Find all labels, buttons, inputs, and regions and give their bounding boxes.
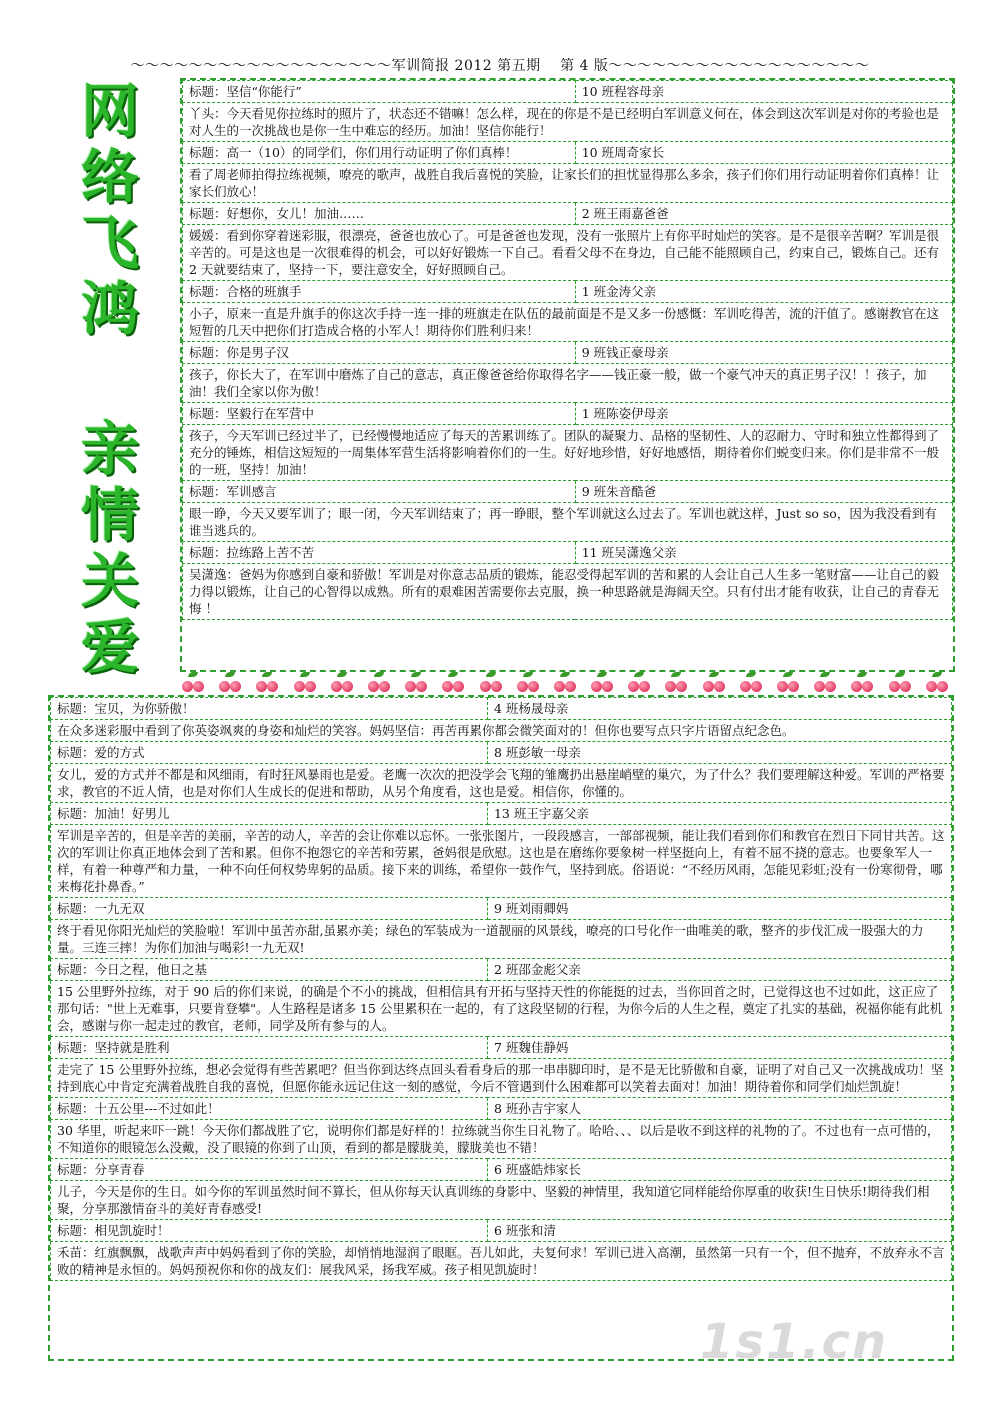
message-title: 标题：一九无双	[51, 898, 488, 920]
cherry-divider	[180, 672, 950, 694]
message-author: 7 班魏佳静妈	[487, 1037, 951, 1059]
cherry-icon	[254, 672, 280, 692]
message-body: 30 华里，听起来吓一跳！今天你们都战胜了它，说明你们都是好样的！拉练就当你生日礼物了。哈哈、、、以后是收不到这样的礼物的了。不过也有一点可惜的，不知道你的眼镜怎么没戴，没了眼镜的你到了山顶，看到的都是朦胧美，朦胧美也不错！	[51, 1120, 952, 1159]
message-body-row	[51, 764, 952, 803]
message-body-row	[183, 303, 953, 342]
message-title: 标题：爱的方式	[51, 742, 488, 764]
message-body: 在众多迷彩服中看到了你英姿飒爽的身姿和灿烂的笑容。妈妈坚信：再苦再累你都会微笑面对的！但你也要写点只字片语留点纪念色。	[51, 720, 952, 742]
vertical-title-network	[60, 78, 160, 342]
page-header: ～～～～～～～～～～～～～～～～～～军训简报 2012 第五期 第 4 版～～～～～～～～～～～～～～～～～～	[130, 58, 870, 74]
message-author: 10 班周奇家长	[575, 142, 952, 164]
message-body: 眼一睁，今天又要军训了；眼一闭，今天军训结束了；再一睁眼，整个军训就这么过去了。军训也就这样，Just so so，因为我没看到有谁当逃兵的。	[183, 503, 953, 542]
message-body-row	[183, 425, 953, 481]
cherry-icon	[589, 672, 615, 692]
cherry-icon	[887, 672, 913, 692]
cherry-icon	[329, 672, 355, 692]
cherry-icon	[775, 672, 801, 692]
message-body: 看了周老师拍得拉练视频，嘹亮的歌声，战胜自我后喜悦的笑脸，让家长们的担忧显得那么多余，孩子们你们用行动证明着你们真棒！让家长们放心！	[183, 164, 953, 203]
vertical-title-char: 亲	[80, 415, 139, 483]
site-watermark: 1s1.cn	[700, 1314, 889, 1370]
message-author: 6 班张和清	[487, 1220, 951, 1242]
message-body-row	[183, 364, 953, 403]
vertical-title-char: 关	[80, 547, 139, 615]
message-body: 吴潇逸：爸妈为你感到自豪和骄傲！军训是对你意志品质的锻炼，能忍受得起军训的苦和累的人会让自己人生多一笔财富——让自己的毅力得以锻炼，让自己的心智得以成熟。所有的艰难困苦需要你去克服，换一种思路就是海阔天空。只有付出才能有收获，让自己的青春无悔 ！	[183, 564, 953, 620]
vertical-title-char: 爱	[80, 613, 139, 681]
cherry-icon	[663, 672, 689, 692]
cherry-icon	[292, 672, 318, 692]
message-body-row	[51, 1059, 952, 1098]
cherry-icon	[478, 672, 504, 692]
message-body: 小子，原来一直是升旗手的你这次手持一连一排的班旗走在队伍的最前面是不是又多一份感慨：军训吃得苦，流的汗值了。感谢教官在这短暂的几天中把你们打造成合格的小军人！期待你们胜利归来！	[183, 303, 953, 342]
message-body-row	[51, 981, 952, 1037]
message-author: 6 班盛皓炜家长	[487, 1159, 951, 1181]
message-body: 女儿，爱的方式并不都是和风细雨，有时狂风暴雨也是爱。老鹰一次次的把没学会飞翔的雏鹰扔出悬崖峭壁的巢穴，为了什么？我们要理解这种爱。军训的严格要求，教官的不近人情，也是对你们人生成长的促进和帮助，从另个角度看，这也是爱。相信你，你懂的。	[51, 764, 952, 803]
message-body: 儿子，今天是你的生日。如今你的军训虽然时间不算长，但从你每天认真训练的身影中、坚毅的神情里，我知道它同样能给你厚重的收获!生日快乐!期待我们相聚，分享那激情奋斗的美好青春感受!	[51, 1181, 952, 1220]
message-title-row	[183, 203, 953, 225]
message-title: 标题：分享青春	[51, 1159, 488, 1181]
cherry-icon	[552, 672, 578, 692]
cherry-icon	[403, 672, 429, 692]
message-author: 9 班刘雨卿妈	[487, 898, 951, 920]
cherry-icon	[924, 672, 950, 692]
message-title-row	[51, 959, 952, 981]
message-title-row	[51, 898, 952, 920]
message-body: 军训是辛苦的，但是辛苦的美丽，辛苦的动人，辛苦的会让你难以忘怀。一张张图片，一段段感言，一部部视频，能让我们看到你们和教官在烈日下同甘共苦。这次的军训让你真正地体会到了苦和累。但你不抱怨它的辛苦和劳累，爸妈很是欣慰。这也是在磨练你要象树一样坚挺向上，有着不屈不挠的意志。也要象军人一样，有着一种尊严和力量，一种不向任何权势卑躬的品质。接下来的训练，希望你一鼓作气，坚持到底。俗语说：“不经历风雨，怎能见彩虹;没有一份寒彻骨，哪来梅花扑鼻香。”	[51, 825, 952, 898]
cherry-icon	[217, 672, 243, 692]
cherry-icon	[849, 672, 875, 692]
cherry-icon	[180, 672, 206, 692]
cherry-icon	[626, 672, 652, 692]
message-body-row	[51, 1242, 952, 1281]
message-title: 标题：拉练路上苦不苦	[183, 542, 576, 564]
bottom-messages-box	[48, 695, 954, 1361]
message-author: 1 班陈姿伊母亲	[575, 403, 952, 425]
message-title-row	[183, 281, 953, 303]
top-messages-box	[180, 78, 955, 672]
message-title-row	[51, 1220, 952, 1242]
message-title-row	[51, 742, 952, 764]
message-title-row	[51, 1098, 952, 1120]
message-title: 标题：军训感言	[183, 481, 576, 503]
cherry-icon	[366, 672, 392, 692]
top-messages-table	[182, 80, 953, 620]
message-title-row	[183, 342, 953, 364]
message-title-row	[183, 481, 953, 503]
message-author: 13 班王宇嘉父亲	[487, 803, 951, 825]
cherry-icon	[812, 672, 838, 692]
message-author: 10 班程容母亲	[575, 81, 952, 103]
message-body-row	[183, 103, 953, 142]
vertical-title-char: 络	[80, 143, 139, 211]
message-title: 标题：合格的班旗手	[183, 281, 576, 303]
message-body: 孩子，你长大了，在军训中磨炼了自己的意志，真正像爸爸给你取得名字——钱正豪一般，做一个豪气冲天的真正男子汉！！孩子，加油！我们全家以你为傲！	[183, 364, 953, 403]
vertical-title-family	[60, 416, 160, 680]
message-title-row	[183, 142, 953, 164]
message-title: 标题：今日之程，他日之基	[51, 959, 488, 981]
message-body-row	[51, 825, 952, 898]
message-author: 2 班王雨嘉爸爸	[575, 203, 952, 225]
vertical-title-char: 鸿	[80, 275, 139, 343]
message-title-row	[51, 698, 952, 720]
message-title: 标题：你是男子汉	[183, 342, 576, 364]
cherry-icon	[440, 672, 466, 692]
message-body-row	[51, 1181, 952, 1220]
message-body: 走完了 15 公里野外拉练，想必会觉得有些苦累吧？但当你到达终点回头看看身后的那一串串脚印时，是不是无比骄傲和自豪，证明了对自己又一次挑战成功！坚持到底心中肯定充满着战胜自我的喜悦，但愿你能永远记住这一刻的感觉，今后不管遇到什么困难都可以笑着去面对！加油！期待着你和同学们灿烂凯旋！	[51, 1059, 952, 1098]
vertical-title-char: 情	[80, 481, 139, 549]
message-title: 标题：高一（10）的同学们，你们用行动证明了你们真棒！	[183, 142, 576, 164]
message-title: 标题：相见凯旋时！	[51, 1220, 488, 1242]
message-title: 标题：坚毅行在军营中	[183, 403, 576, 425]
message-author: 4 班杨晟母亲	[487, 698, 951, 720]
message-author: 9 班钱正豪母亲	[575, 342, 952, 364]
message-body: 15 公里野外拉练，对于 90 后的你们来说，的确是个不小的挑战，但相信具有开拓与坚持天性的你能挺的过去，当你回首之时，已觉得这也不过如此，这正应了那句话："世上无难事，只要肯登攀"。人生路程是诸多 15 公里累积在一起的，有了这段坚韧的行程，为你今后的人生之程，奠定了扎实的基础，祝福你能有此机会，感谢与你一起走过的教官，老师，同学及所有参与的人。	[51, 981, 952, 1037]
message-body-row	[51, 920, 952, 959]
message-title-row	[183, 403, 953, 425]
message-body: 丫头：今天看见你拉练时的照片了，状态还不错嘛！怎么样，现在的你是不是已经明白军训意义何在，体会到这次军训是对你的考验也是对人生的一次挑战也是你一生中难忘的经历。加油！坚信你能行！	[183, 103, 953, 142]
vertical-title-char: 飞	[80, 209, 139, 277]
message-body-row	[183, 503, 953, 542]
message-body-row	[51, 720, 952, 742]
message-body-row	[51, 1120, 952, 1159]
cherry-icon	[738, 672, 764, 692]
message-title: 标题：加油！好男儿	[51, 803, 488, 825]
message-body-row	[183, 225, 953, 281]
message-title-row	[51, 1159, 952, 1181]
message-title: 标题：十五公里---不过如此！	[51, 1098, 488, 1120]
message-body: 媛媛：看到你穿着迷彩服，很漂亮，爸爸也放心了。可是爸爸也发现，没有一张照片上有你平时灿烂的笑容。是不是很辛苦啊？军训是很辛苦的。可是这也是一次很难得的机会，可以好好锻炼一下自己。看看父母不在身边，自己能不能照顾自己，约束自己，锻炼自己。还有 2 天就要结束了，坚持一下，要注意安全，好好照顾自己。	[183, 225, 953, 281]
message-title: 标题：好想你，女儿！加油……	[183, 203, 576, 225]
bottom-messages-table	[50, 697, 952, 1281]
message-title-row	[183, 81, 953, 103]
message-author: 8 班孙吉宇家人	[487, 1098, 951, 1120]
message-author: 11 班吴潇逸父亲	[575, 542, 952, 564]
message-title-row	[51, 803, 952, 825]
message-author: 2 班邵金彪父亲	[487, 959, 951, 981]
message-title-row	[183, 542, 953, 564]
cherry-icon	[701, 672, 727, 692]
message-author: 1 班金涛父亲	[575, 281, 952, 303]
message-title-row	[51, 1037, 952, 1059]
cherry-icon	[515, 672, 541, 692]
vertical-title-char: 网	[80, 77, 139, 145]
message-body: 孩子，今天军训已经过半了，已经慢慢地适应了每天的苦累训练了。团队的凝聚力、品格的坚韧性、人的忍耐力、守时和独立性都得到了充分的锤炼，相信这短短的一周集体军营生活将影响着你们的一生。好好地珍惜，好好地感悟，期待着你们蜕变归来。你们是非常不一般的一班，坚持！加油！	[183, 425, 953, 481]
message-body-row	[183, 564, 953, 620]
message-title: 标题：坚信“你能行”	[183, 81, 576, 103]
message-title: 标题：坚持就是胜利	[51, 1037, 488, 1059]
message-author: 8 班彭敏一母亲	[487, 742, 951, 764]
message-author: 9 班朱音酷爸	[575, 481, 952, 503]
message-body: 禾苗：红旗飘飘，战歌声声中妈妈看到了你的笑脸，却悄悄地湿润了眼眶。吾儿如此，夫复何求！军训已进入高潮，虽然第一只有一个，但不抛弃，不放弃永不言败的精神是永恒的。妈妈预祝你和你的战友们：展我风采，扬我军威。孩子相见凯旋时！	[51, 1242, 952, 1281]
message-title: 标题：宝贝，为你骄傲！	[51, 698, 488, 720]
message-body-row	[183, 164, 953, 203]
message-body: 终于看见你阳光灿烂的笑脸啦！军训中虽苦亦甜,虽累亦美；绿色的军装成为一道靓丽的风景线，嘹亮的口号化作一曲唯美的歌，整齐的步伐汇成一股强大的力量。三连三摔！为你们加油与喝彩!一九无双!	[51, 920, 952, 959]
